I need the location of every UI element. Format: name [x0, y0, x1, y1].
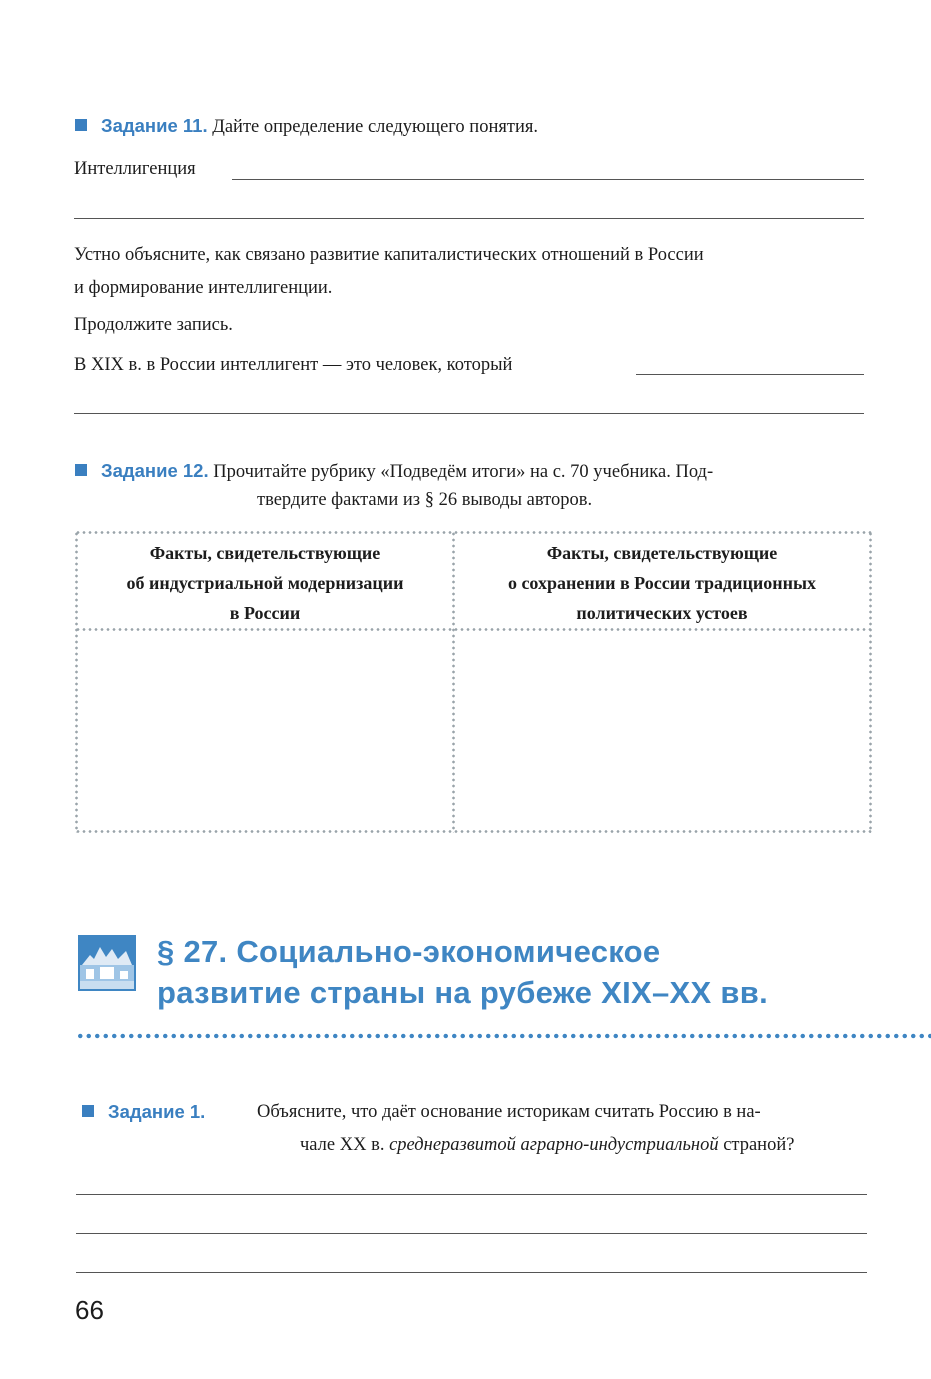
header-line: политических устоев: [576, 603, 748, 623]
table-cell-traditional-answer[interactable]: [457, 634, 865, 826]
section-title-line-1: § 27. Социально-экономическое: [157, 934, 661, 969]
task-1-label: Задание 1.: [108, 1101, 206, 1122]
term-label: Интеллигенция: [74, 159, 196, 179]
answer-line[interactable]: [74, 218, 864, 219]
table-border-right: [869, 531, 872, 833]
section-image-icon: [78, 935, 136, 991]
task-12-instruction-line-1: Прочитайте рубрику «Подведём итоги» на с. 70 учебника. Под-: [213, 462, 714, 482]
task-11-label: Задание 11.: [101, 115, 208, 136]
section-divider: [76, 1033, 931, 1039]
task-12-label: Задание 12.: [101, 460, 209, 481]
bullet-square-icon: [82, 1105, 94, 1117]
task-1-emphasis: среднеразвитой аграрно-индустриальной: [389, 1135, 719, 1155]
continue-instruction: Продолжите запись.: [74, 315, 233, 335]
task-1-heading: [82, 1100, 205, 1125]
sentence-start: В XIX в. в России интеллигент — это человек, который: [74, 355, 513, 375]
header-line: в России: [229, 603, 301, 623]
section-title: [157, 931, 768, 1013]
table-cell-industrial-answer[interactable]: [80, 634, 448, 826]
task-11-instruction: Дайте определение следующего понятия.: [212, 117, 538, 137]
section-title-line-2: развитие страны на рубеже XIX–XX вв.: [157, 975, 769, 1010]
answer-line[interactable]: [636, 374, 864, 375]
table-border-middle: [75, 628, 872, 631]
answer-line[interactable]: [76, 1194, 867, 1195]
bullet-square-icon: [75, 464, 87, 476]
oral-task-line-1: Устно объясните, как связано развитие капиталистических отношений в России: [74, 245, 704, 265]
task-12-instruction-line-2: твердите фактами из § 26 выводы авторов.: [257, 490, 593, 510]
table-border-bottom: [75, 830, 872, 833]
table-header-traditional: [455, 538, 869, 628]
oral-task-line-2: и формирование интеллигенции.: [74, 278, 333, 298]
answer-line[interactable]: [76, 1233, 867, 1234]
header-line: о сохранении в России традиционных: [507, 573, 817, 593]
answer-line[interactable]: [232, 179, 864, 180]
page-number: 66: [75, 1295, 104, 1325]
task-11-heading: [75, 114, 538, 139]
header-line: об индустриальной модернизации: [126, 573, 404, 593]
header-line: Факты, свидетельствующие: [546, 543, 778, 563]
task-1-line-2-start: чале XX в.: [300, 1135, 385, 1155]
task-1-line-2-end: страной?: [723, 1135, 795, 1155]
table-border-top: [75, 531, 872, 534]
table-header-industrial: [78, 538, 452, 628]
task-12-heading: [75, 459, 713, 484]
answer-line[interactable]: [76, 1272, 867, 1273]
task-1-line-1: Объясните, что даёт основание историкам считать Россию в на-: [257, 1102, 761, 1122]
header-line: Факты, свидетельствующие: [149, 543, 381, 563]
answer-line[interactable]: [74, 413, 864, 414]
task-1-line-2: [300, 1133, 794, 1157]
bullet-square-icon: [75, 119, 87, 131]
